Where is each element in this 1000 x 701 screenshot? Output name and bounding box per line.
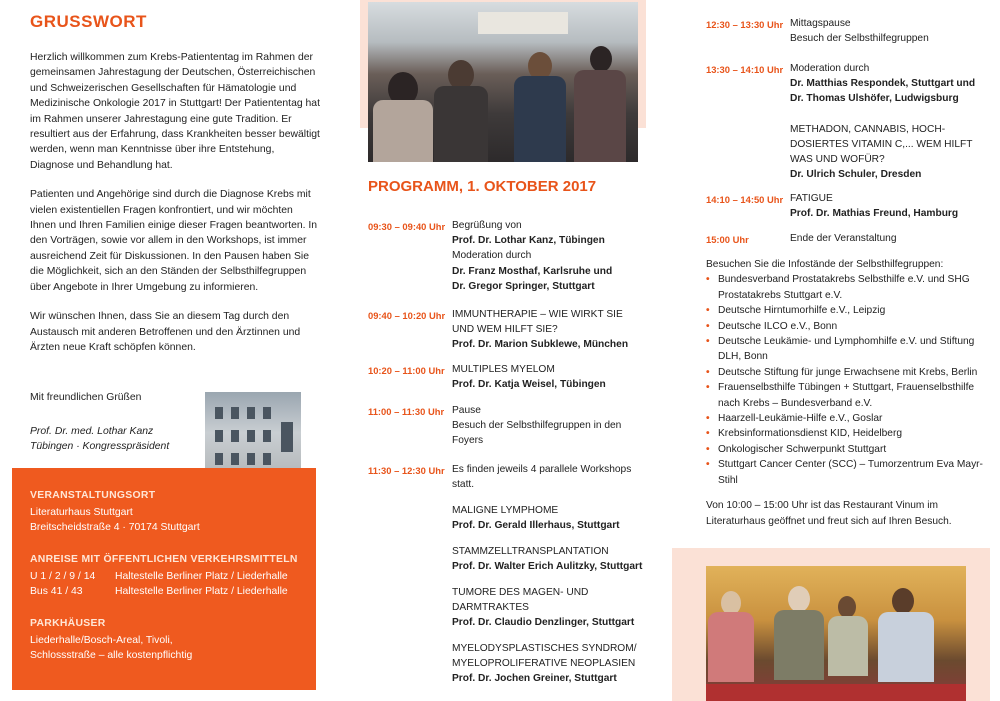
workshop-title: MYELODYSPLASTISCHES SYNDROM/ xyxy=(452,643,637,654)
transport-line: U 1 / 2 / 9 / 14 xyxy=(30,571,96,582)
slot-time: 13:30 – 14:10 Uhr xyxy=(706,64,784,75)
parking-text: Liederhalle/Bosch-Areal, Tivoli, xyxy=(30,635,173,646)
workshop-title: MYELOPROLIFERATIVE NEOPLASIEN xyxy=(452,658,636,670)
slot-time: 11:30 – 12:30 Uhr xyxy=(368,465,445,476)
transport-stop: Haltestelle Berliner Platz / Liederhalle xyxy=(115,571,288,582)
slot-line: Pause xyxy=(452,405,481,416)
workshop xyxy=(452,585,657,631)
slot-time: 11:00 – 11:30 Uhr xyxy=(368,406,445,417)
list-item: • Frauenselbsthilfe Tübingen + Stuttgart, Frauenselbsthilfe nach Krebs – Bundesverband e.V. xyxy=(706,380,986,411)
slot-line: WAS UND WOFÜR? xyxy=(790,154,885,166)
slot-line: Dr. Thomas Ulshöfer, Ludwigsburg xyxy=(790,93,959,105)
venue-heading: VERANSTALTUNGSORT xyxy=(30,490,156,501)
slot-line: Prof. Dr. Katja Weisel, Tübingen xyxy=(452,379,606,391)
slot-content xyxy=(790,16,990,46)
slot-line: FATIGUE xyxy=(790,193,833,204)
signature-name: Prof. Dr. med. Lothar Kanz xyxy=(30,426,154,437)
slot-content xyxy=(452,403,657,449)
venue-address: Breitscheidstraße 4 · 70174 Stuttgart xyxy=(30,522,200,533)
slot-line: Prof. Dr. Marion Subklewe, München xyxy=(452,339,629,351)
workshop-speaker: Prof. Dr. Claudio Denzlinger, Stuttgart xyxy=(452,617,635,629)
slot-line: MULTIPLES MYELOM xyxy=(452,364,555,375)
workshop xyxy=(452,641,657,687)
slot-line: Prof. Dr. Lothar Kanz, Tübingen xyxy=(452,235,605,247)
slot-line: Besuch der Selbsthilfegruppen in den xyxy=(452,420,622,432)
slot-line: UND WEM HILFT SIE? xyxy=(452,324,558,336)
venue-panel xyxy=(12,468,316,690)
slot-line: Moderation durch xyxy=(790,63,870,74)
grusswort-paragraph: Wir wünschen Ihnen, dass Sie an diesem Tag durch den Austausch mit anderen Betroffenen und den Ärztinnen und Ärzten neue Kraft schöpfen können. xyxy=(30,311,301,353)
transport-line: Bus 41 / 43 xyxy=(30,586,83,597)
greeting: Mit freundlichen Grüßen xyxy=(30,392,142,403)
slot-line: METHADON, CANNABIS, HOCH- xyxy=(790,123,946,135)
slot-line: Moderation durch xyxy=(452,250,532,262)
list-item: • Krebsinformationsdienst KID, Heidelberg xyxy=(706,426,986,441)
signature-role: Tübingen · Kongresspräsident xyxy=(30,441,170,452)
slot-line: IMMUNTHERAPIE – WIE WIRKT SIE xyxy=(452,309,623,320)
parking-heading: PARKHÄUSER xyxy=(30,618,106,629)
stands-list xyxy=(706,257,986,529)
list-item: • Deutsche Stiftung für junge Erwachsene mit Krebs, Berlin xyxy=(706,365,986,380)
list-item: • Deutsche ILCO e.V., Bonn xyxy=(706,319,986,334)
list-item: • Onkologischer Schwerpunkt Stuttgart xyxy=(706,442,986,457)
slot-time: 10:20 – 11:00 Uhr xyxy=(368,365,445,376)
slot-content xyxy=(452,362,657,392)
grusswort-paragraph: Patienten und Angehörige sind durch die Diagnose Krebs mit vielen existentiellen Fragen konfrontiert, und wir möchten Ihnen und Ihren Familien einige dieser Fragen beantworten. In den Vorträgen, sowie vor allem in den Workshops, ist immer ausreichend Zeit für Diskussionen. In den Pausen haben Sie die Möglichkeit, sich an den Ständen der Selbsthilfegruppen über Angebote in Ihrer Umgebung zu informieren. xyxy=(30,189,318,293)
slot-line: DOSIERTES VITAMIN C,... WEM HILFT xyxy=(790,138,973,150)
workshop-title: TUMORE DES MAGEN- UND xyxy=(452,587,589,598)
transport-heading: ANREISE MIT ÖFFENTLICHEN VERKEHRSMITTELN xyxy=(30,554,298,565)
list-item: • Deutsche Leukämie- und Lymphomhilfe e.V. und Stiftung DLH, Bonn xyxy=(706,334,986,365)
slot-line: Dr. Matthias Respondek, Stuttgart und xyxy=(790,78,976,90)
workshop-speaker: Prof. Dr. Walter Erich Aulitzky, Stuttgart xyxy=(452,561,643,573)
program-title: PROGRAMM, 1. OKTOBER 2017 xyxy=(368,178,597,195)
list-item: • Haarzell-Leukämie-Hilfe e.V., Goslar xyxy=(706,411,986,426)
slot-time: 09:30 – 09:40 Uhr xyxy=(368,221,446,232)
slot-line: Foyers xyxy=(452,435,484,447)
workshop-speaker: Prof. Dr. Jochen Greiner, Stuttgart xyxy=(452,673,617,685)
grusswort-title: GRUSSWORT xyxy=(30,12,147,31)
restaurant-note: Von 10:00 – 15:00 Uhr ist das Restaurant Vinum im Literaturhaus geöffnet und freut sich auf Ihren Besuch. xyxy=(706,500,952,527)
audience-photo xyxy=(368,2,638,162)
signature xyxy=(30,424,169,454)
grusswort-paragraph: Herzlich willkommen zum Krebs-Patiententag im Rahmen der gemeinsamen Jahrestagung der Deutschen, Österreichischen und Schweizerischen Gesellschaften für Hämatologie und Medizinische Onkologie 2017 in Stuttgart! Der Patiententag hat im Rahmen unserer Jahrestagung eine gute Tradition. Er resultiert aus der Erfahrung, dass Krankheiten besser bewältigt werden, wenn man Kenntnisse über ihre Entstehung, Diagnose und Behandlung hat. xyxy=(30,52,320,171)
slot-line: Dr. Ulrich Schuler, Dresden xyxy=(790,169,922,181)
list-item: • Bundesverband Prostatakrebs Selbsthilfe e.V. und SHG Prostatakrebs Stuttgart e.V. xyxy=(706,272,986,303)
slot-line: Begrüßung von xyxy=(452,220,522,231)
slot-content xyxy=(452,462,657,492)
slot-line: Ende der Veranstaltung xyxy=(790,233,897,244)
grusswort-text xyxy=(30,50,320,369)
slot-content xyxy=(452,218,657,294)
workshop xyxy=(452,544,657,574)
workshop-title: STAMMZELLTRANSPLANTATION xyxy=(452,546,609,557)
slot-line: Dr. Gregor Springer, Stuttgart xyxy=(452,280,595,292)
slot-content xyxy=(790,191,990,221)
slot-line: Prof. Dr. Mathias Freund, Hamburg xyxy=(790,208,959,220)
parking-text: Schlossstraße – alle kostenpflichtig xyxy=(30,650,193,661)
workshop-speaker: Prof. Dr. Gerald Illerhaus, Stuttgart xyxy=(452,520,620,532)
slot-line: Besuch der Selbsthilfegruppen xyxy=(790,33,929,45)
workshop-title: MALIGNE LYMPHOME xyxy=(452,505,559,516)
panel-photo xyxy=(706,566,966,701)
slot-line: Es finden jeweils 4 parallele Workshops xyxy=(452,464,632,475)
slot-line: Dr. Franz Mosthaf, Karlsruhe und xyxy=(452,265,613,277)
slot-content xyxy=(452,307,657,353)
stands-intro: Besuchen Sie die Infostände der Selbsthilfegruppen: xyxy=(706,259,944,270)
workshop-title: DARMTRAKTES xyxy=(452,602,529,614)
workshop xyxy=(452,503,657,533)
slot-content xyxy=(790,231,990,246)
slot-line: Mittagspause xyxy=(790,18,851,29)
list-item: • Deutsche Hirntumorhilfe e.V., Leipzig xyxy=(706,303,986,318)
transport-stop: Haltestelle Berliner Platz / Liederhalle xyxy=(115,586,288,597)
slot-time: 12:30 – 13:30 Uhr xyxy=(706,19,784,30)
slot-time: 09:40 – 10:20 Uhr xyxy=(368,310,446,321)
venue-name: Literaturhaus Stuttgart xyxy=(30,507,133,518)
slot-content xyxy=(790,61,990,182)
slot-line: statt. xyxy=(452,479,475,491)
slot-time: 15:00 Uhr xyxy=(706,234,749,245)
list-item: • Stuttgart Cancer Center (SCC) – Tumorzentrum Eva Mayr-Stihl xyxy=(706,457,986,488)
slot-time: 14:10 – 14:50 Uhr xyxy=(706,194,784,205)
